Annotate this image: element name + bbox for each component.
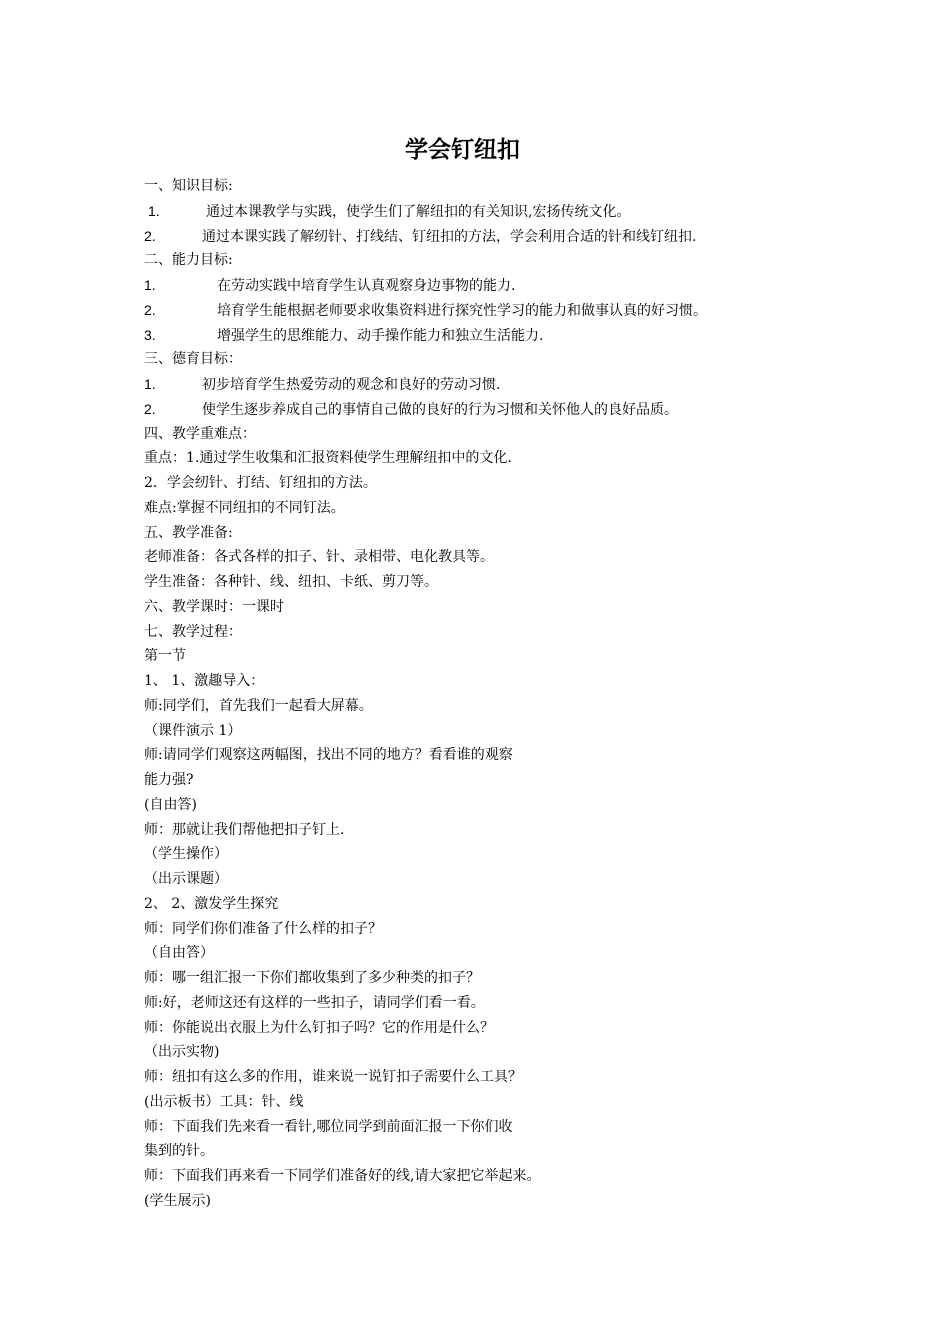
process-line: 师:请同学们观察这两幅图，找出不同的地方？看看谁的观察 — [144, 747, 513, 764]
item-text: 在劳动实践中培育学生认真观察身边事物的能力. — [217, 278, 516, 294]
process-line: （出示实物) — [144, 1044, 220, 1061]
difficult-point: 难点:掌握不同纽扣的不同钉法。 — [144, 499, 345, 516]
process-line: 2、 2、激发学生探究 — [144, 895, 279, 912]
section-heading-preparation: 五、教学准备: — [144, 524, 233, 541]
section-heading-ability: 二、能力目标: — [144, 252, 233, 269]
student-preparation: 学生准备：各种针、线、纽扣、卡纸、剪刀等。 — [144, 574, 438, 590]
process-line: 师：哪一组汇报一下你们都收集到了多少种类的扣子？ — [144, 970, 480, 986]
list-item — [144, 199, 844, 224]
process-line: (学生展示) — [144, 1192, 211, 1209]
item-number: 2. — [144, 400, 156, 417]
process-line: 师：那就让我们帮他把扣子钉上. — [144, 821, 345, 838]
process-line: 集到的针。 — [144, 1143, 214, 1160]
item-number: 1. — [144, 277, 156, 293]
process-line: 师：同学们你们准备了什么样的扣子？ — [144, 920, 382, 937]
process-line: 能力强? — [144, 772, 194, 788]
list-item — [144, 323, 844, 348]
list-item — [144, 298, 844, 323]
item-text: 增强学生的思维能力、动手操作能力和独立生活能力. — [217, 327, 544, 344]
process-line: 师：你能说出衣服上为什么钉扣子吗？它的作用是什么？ — [144, 1019, 494, 1036]
item-text: 通过本课教学与实践，使学生们了解纽扣的有关知识,宏扬传统文化。 — [206, 203, 631, 220]
document-title: 学会钉纽扣 — [405, 137, 520, 163]
document-body — [144, 174, 844, 1214]
item-text: 初步培育学生热爱劳动的观念和良好的劳动习惯. — [202, 377, 501, 393]
process-line: 师：纽扣有这么多的作用，谁来说一说钉扣子需要什么工具？ — [144, 1069, 522, 1085]
process-line: (自由答) — [144, 796, 197, 813]
process-line: 师：下面我们先来看一看针,哪位同学到前面汇报一下你们收 — [144, 1118, 513, 1135]
list-item — [144, 224, 844, 249]
key-point: 重点：1.通过学生收集和汇报资料使学生理解纽扣中的文化. — [144, 450, 512, 467]
process-line: 师:好，老师这还有这样的一些扣子，请同学们看一看。 — [144, 994, 485, 1011]
key-point: 2．学会纫针、打结、钉纽扣的方法。 — [144, 475, 377, 491]
section-heading-lessons: 六、教学课时：一课时 — [144, 598, 284, 615]
process-line: （出示课题） — [144, 871, 228, 887]
process-line: （自由答） — [144, 945, 214, 962]
list-item — [144, 372, 844, 397]
item-number: 2. — [144, 227, 156, 244]
teacher-preparation: 老师准备：各式各样的扣子、针、录相带、电化教具等。 — [144, 549, 494, 566]
process-line: (出示板书）工具：针、线 — [144, 1093, 304, 1110]
item-number: 1. — [148, 202, 160, 219]
item-text: 使学生逐步养成自己的事情自己做的良好的行为习惯和关怀他人的良好品质。 — [202, 401, 678, 418]
list-item — [144, 397, 844, 422]
item-number: 1. — [144, 376, 156, 392]
section-heading-process: 七、教学过程： — [144, 623, 242, 640]
process-line: （课件演示 1） — [144, 722, 242, 739]
section-heading-knowledge: 一、知识目标: — [144, 178, 233, 194]
process-line: 第一节 — [144, 648, 186, 665]
section-heading-key-points: 四、教学重难点： — [144, 425, 256, 442]
process-line: 师:同学们，首先我们一起看大屏幕。 — [144, 697, 373, 714]
process-line: 师：下面我们再来看一下同学们准备好的线,请大家把它举起来。 — [144, 1168, 541, 1184]
item-number: 2. — [144, 301, 156, 318]
list-item — [144, 273, 844, 298]
item-text: 培育学生能根据老师要求收集资料进行探究性学习的能力和做事认真的好习惯。 — [217, 302, 707, 319]
process-line: （学生操作） — [144, 846, 228, 863]
process-line: 1、 1、激趣导入： — [144, 673, 265, 689]
item-text: 通过本课实践了解纫针、打线结、钉纽扣的方法，学会利用合适的针和线钉纽扣. — [202, 228, 697, 245]
section-heading-moral: 三、德育目标： — [144, 351, 242, 368]
item-number: 3. — [144, 326, 156, 343]
